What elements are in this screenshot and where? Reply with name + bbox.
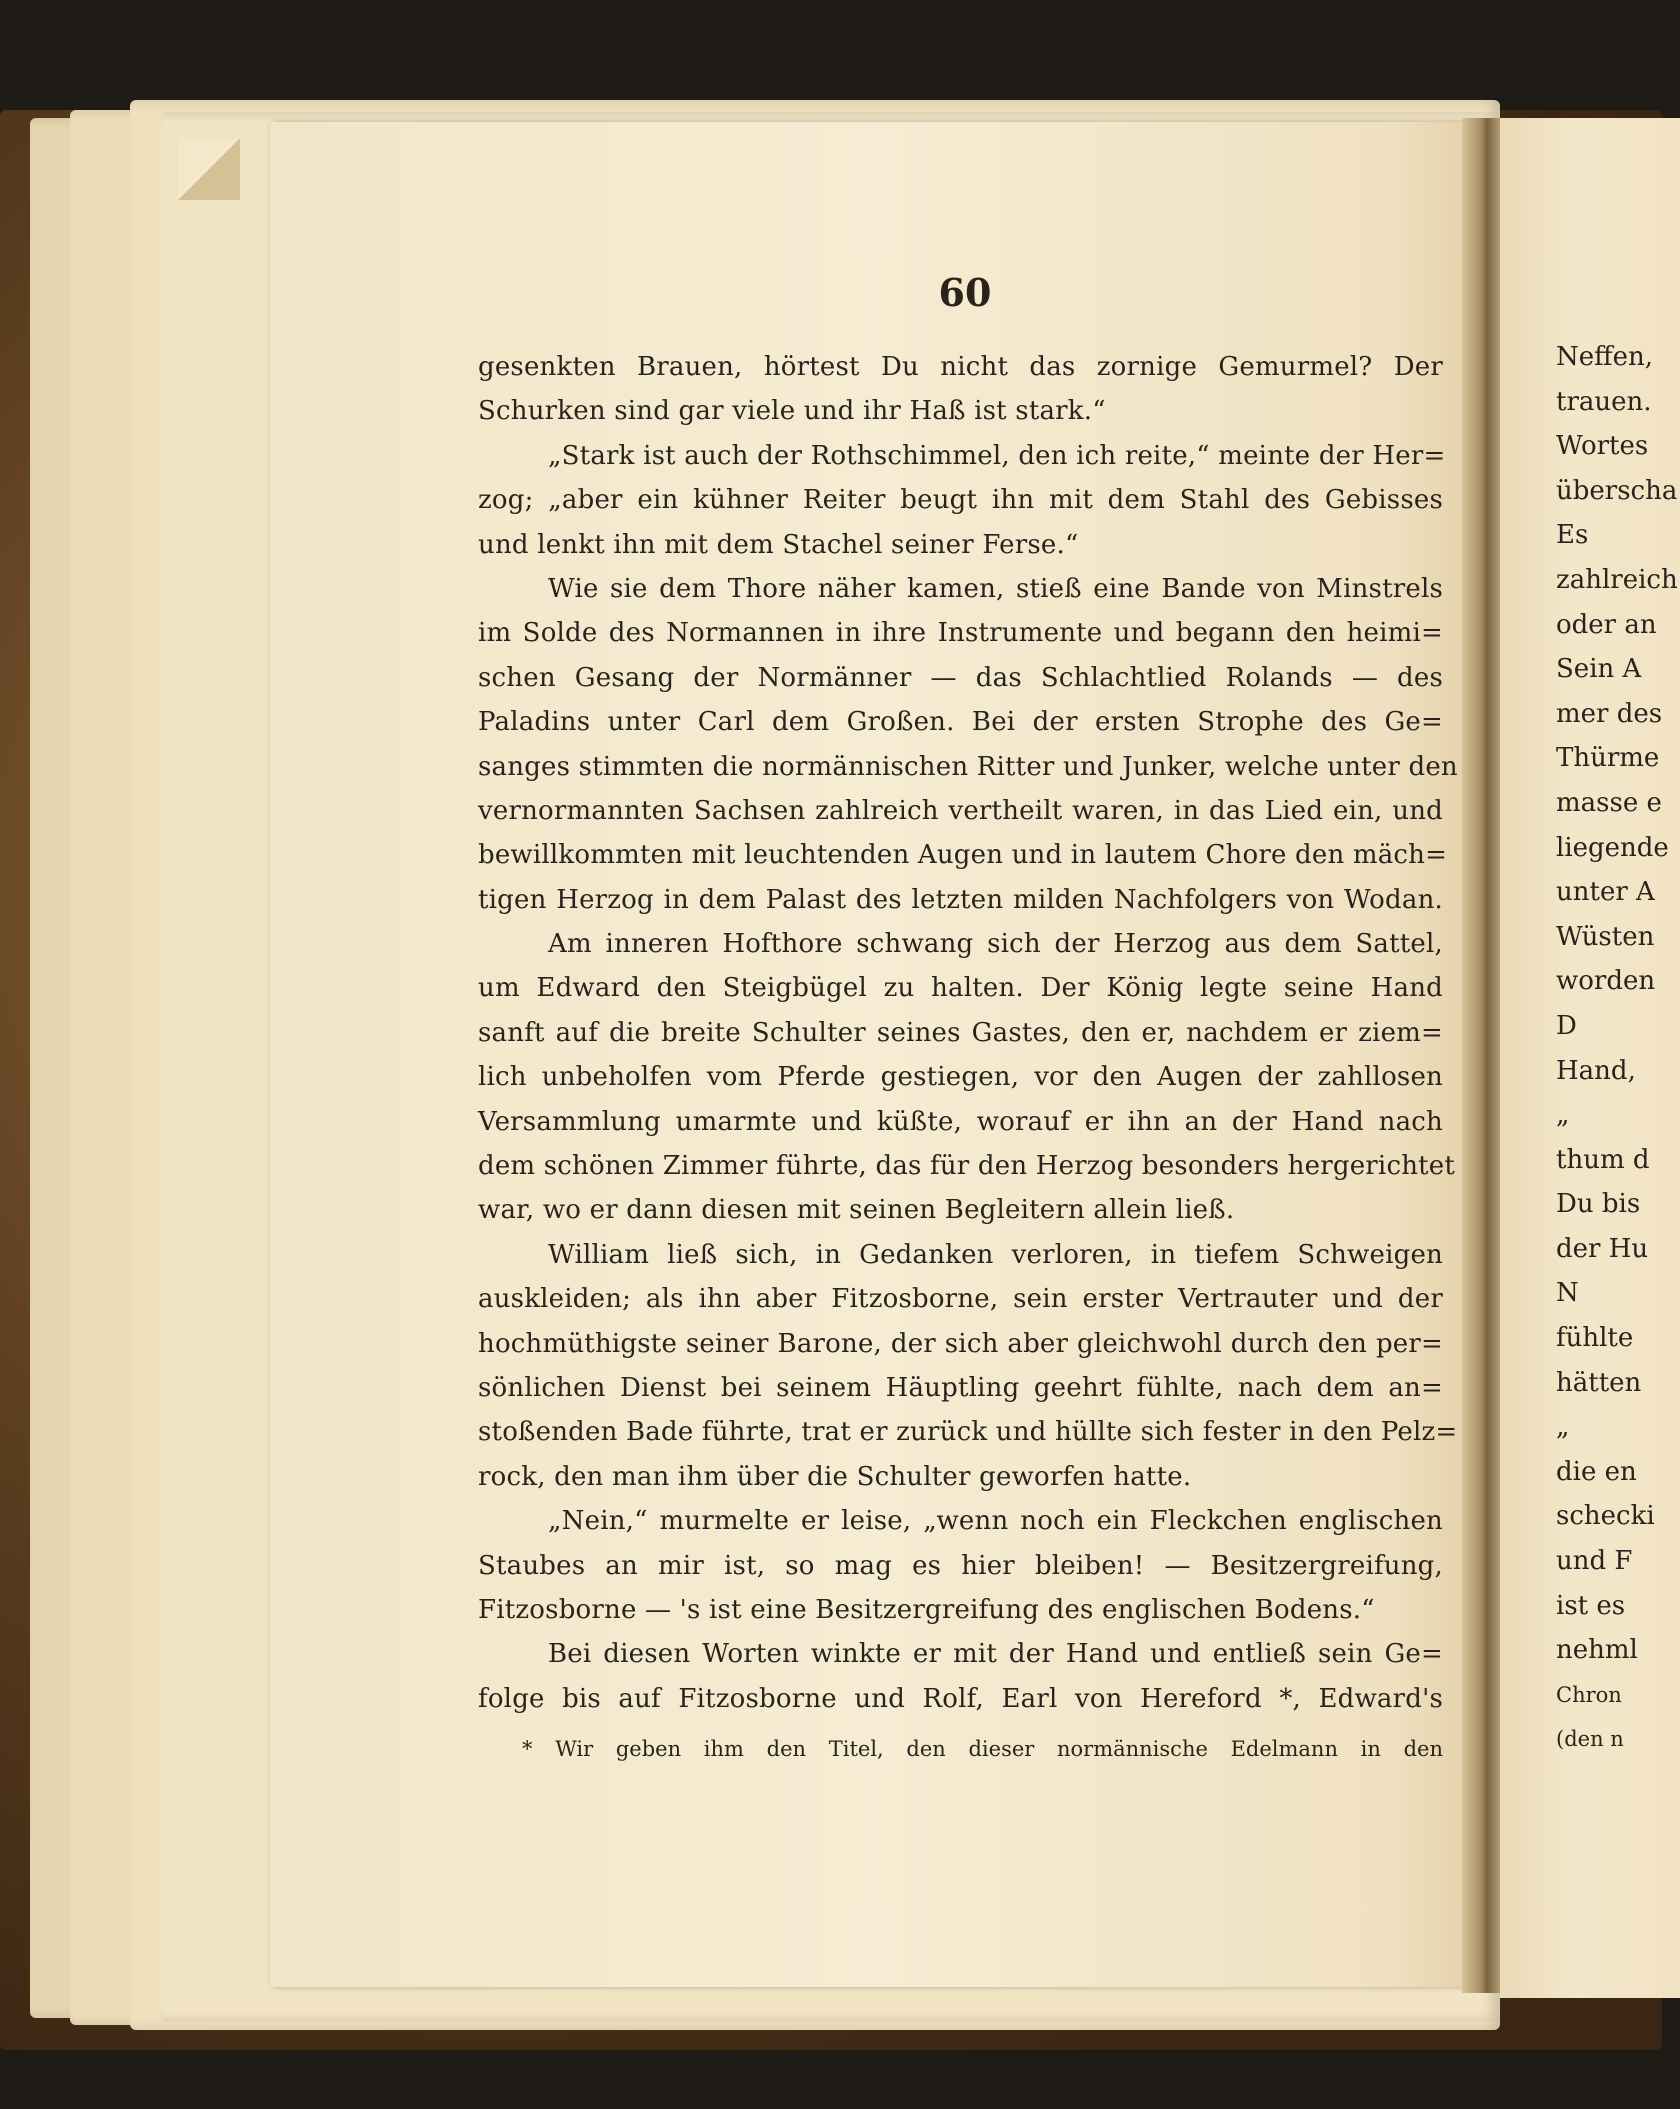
- text-line: zog; „aber ein kühner Reiter beugt ihn mit dem Stahl des Gebisses: [478, 485, 1443, 516]
- facing-page-text: [1556, 335, 1678, 1762]
- text-line: war, wo er dann diesen mit seinen Begleitern allein ließ.: [478, 1195, 1235, 1226]
- facing-page-line: worden: [1556, 966, 1656, 997]
- facing-page-line: zahlreich: [1556, 564, 1678, 595]
- text-line: Paladins unter Carl dem Großen. Bei der ersten Strophe des Ge=: [478, 707, 1443, 738]
- facing-page-line: ist es: [1556, 1590, 1626, 1621]
- main-text-block: [478, 345, 1458, 1721]
- facing-page-line: D: [1556, 1010, 1577, 1041]
- text-line: rock, den man ihm über die Schulter geworfen hatte.: [478, 1461, 1192, 1492]
- text-line: sanges stimmten die normännischen Ritter und Junker, welche unter den: [478, 751, 1458, 782]
- facing-page-line: „: [1556, 1412, 1570, 1443]
- text-line: gesenkten Brauen, hörtest Du nicht das zornige Gemurmel? Der: [478, 352, 1443, 382]
- facing-page-line: und F: [1556, 1546, 1633, 1577]
- text-line: folge bis auf Fitzosborne und Rolf, Earl von Hereford *, Edward's: [478, 1683, 1443, 1714]
- text-line: stoßenden Bade führte, trat er zurück und hüllte sich fester in den Pelz=: [478, 1417, 1458, 1448]
- facing-page-line: mer des: [1556, 698, 1663, 729]
- facing-page-line: thum d: [1556, 1144, 1650, 1175]
- facing-page-line: Neffen,: [1556, 342, 1654, 372]
- text-line: tigen Herzog in dem Palast des letzten milden Nachfolgers von Wodan.: [478, 884, 1443, 915]
- facing-page-line: oder an: [1556, 609, 1657, 640]
- facing-page-line: Thürme: [1556, 743, 1660, 774]
- text-line: William ließ sich, in Gedanken verloren, in tiefem Schweigen: [548, 1239, 1443, 1270]
- facing-page-line: Es: [1556, 520, 1589, 551]
- text-line: dem schönen Zimmer führte, das für den Herzog besonders hergerichtet: [478, 1151, 1456, 1182]
- text-line: Am inneren Hofthore schwang sich der Herzog aus dem Sattel,: [548, 929, 1443, 960]
- facing-page-line: N: [1556, 1278, 1579, 1309]
- facing-page-line: schecki: [1556, 1501, 1655, 1532]
- text-line: sönlichen Dienst bei seinem Häuptling geehrt fühlte, nach dem an=: [478, 1372, 1443, 1403]
- text-line: im Solde des Normannen in ihre Instrumente und begann den heimi=: [478, 618, 1443, 649]
- facing-page-line: hätten: [1556, 1367, 1642, 1398]
- footnote: * Wir geben ihm den Titel, den dieser normännische Edelmann in den: [522, 1737, 1443, 1761]
- facing-page-line: nehml: [1556, 1635, 1638, 1666]
- text-line: sanft auf die breite Schulter seines Gastes, den er, nachdem er ziem=: [478, 1017, 1443, 1048]
- facing-page-line: liegende: [1556, 832, 1669, 863]
- page-number: 60: [938, 270, 992, 315]
- text-line: Schurken sind gar viele und ihr Haß ist stark.“: [478, 396, 1106, 427]
- text-line: bewillkommten mit leuchtenden Augen und in lautem Chore den mäch=: [478, 840, 1448, 871]
- folded-corner: [178, 138, 240, 200]
- text-line: vernormannten Sachsen zahlreich vertheilt waren, in das Lied ein, und: [478, 795, 1443, 826]
- text-line: Staubes an mir ist, so mag es hier bleiben! — Besitzergreifung,: [478, 1550, 1443, 1581]
- facing-page-line: die en: [1556, 1456, 1637, 1487]
- facing-page-line: fühlte: [1556, 1323, 1634, 1354]
- facing-page-line: (den n: [1556, 1727, 1624, 1752]
- facing-page-line: trauen.: [1556, 386, 1652, 417]
- text-line: „Nein,“ murmelte er leise, „wenn noch ein Fleckchen englischen: [548, 1506, 1443, 1537]
- text-line: um Edward den Steigbügel zu halten. Der König legte seine Hand: [478, 973, 1443, 1004]
- text-line: Bei diesen Worten winkte er mit der Hand und entließ sein Ge=: [548, 1639, 1443, 1670]
- text-line: hochmüthigste seiner Barone, der sich aber gleichwohl durch den per=: [478, 1328, 1443, 1359]
- text-line: Versammlung umarmte und küßte, worauf er ihn an der Hand nach: [478, 1106, 1443, 1137]
- text-line: und lenkt ihn mit dem Stachel seiner Ferse.“: [478, 529, 1079, 560]
- facing-page-line: masse e: [1556, 787, 1662, 818]
- facing-page-line: Du bis: [1556, 1189, 1641, 1220]
- facing-page-line: „: [1556, 1100, 1570, 1131]
- book-gutter: [1462, 118, 1504, 1993]
- text-line: auskleiden; als ihn aber Fitzosborne, sein erster Vertrauter und der: [478, 1284, 1443, 1315]
- facing-page-line: überscha: [1556, 475, 1678, 506]
- text-line: Fitzosborne — 's ist eine Besitzergreifung des englischen Bodens.“: [478, 1594, 1375, 1625]
- facing-page-line: Wüsten: [1556, 921, 1655, 952]
- facing-page-line: Chron: [1556, 1682, 1622, 1707]
- facing-page-line: Wortes: [1556, 431, 1649, 462]
- text-line: lich unbeholfen vom Pferde gestiegen, vor den Augen der zahllosen: [478, 1062, 1443, 1093]
- text-line: schen Gesang der Normänner — das Schlachtlied Rolands — des: [478, 662, 1443, 693]
- text-line: „Stark ist auch der Rothschimmel, den ich reite,“ meinte der Her=: [548, 440, 1446, 471]
- facing-page-line: Sein A: [1556, 654, 1642, 685]
- facing-page-line: Hand,: [1556, 1055, 1636, 1086]
- text-line: Wie sie dem Thore näher kamen, stieß eine Bande von Minstrels: [548, 573, 1443, 604]
- facing-page-line: unter A: [1556, 877, 1655, 908]
- facing-page-line: der Hu: [1556, 1233, 1649, 1264]
